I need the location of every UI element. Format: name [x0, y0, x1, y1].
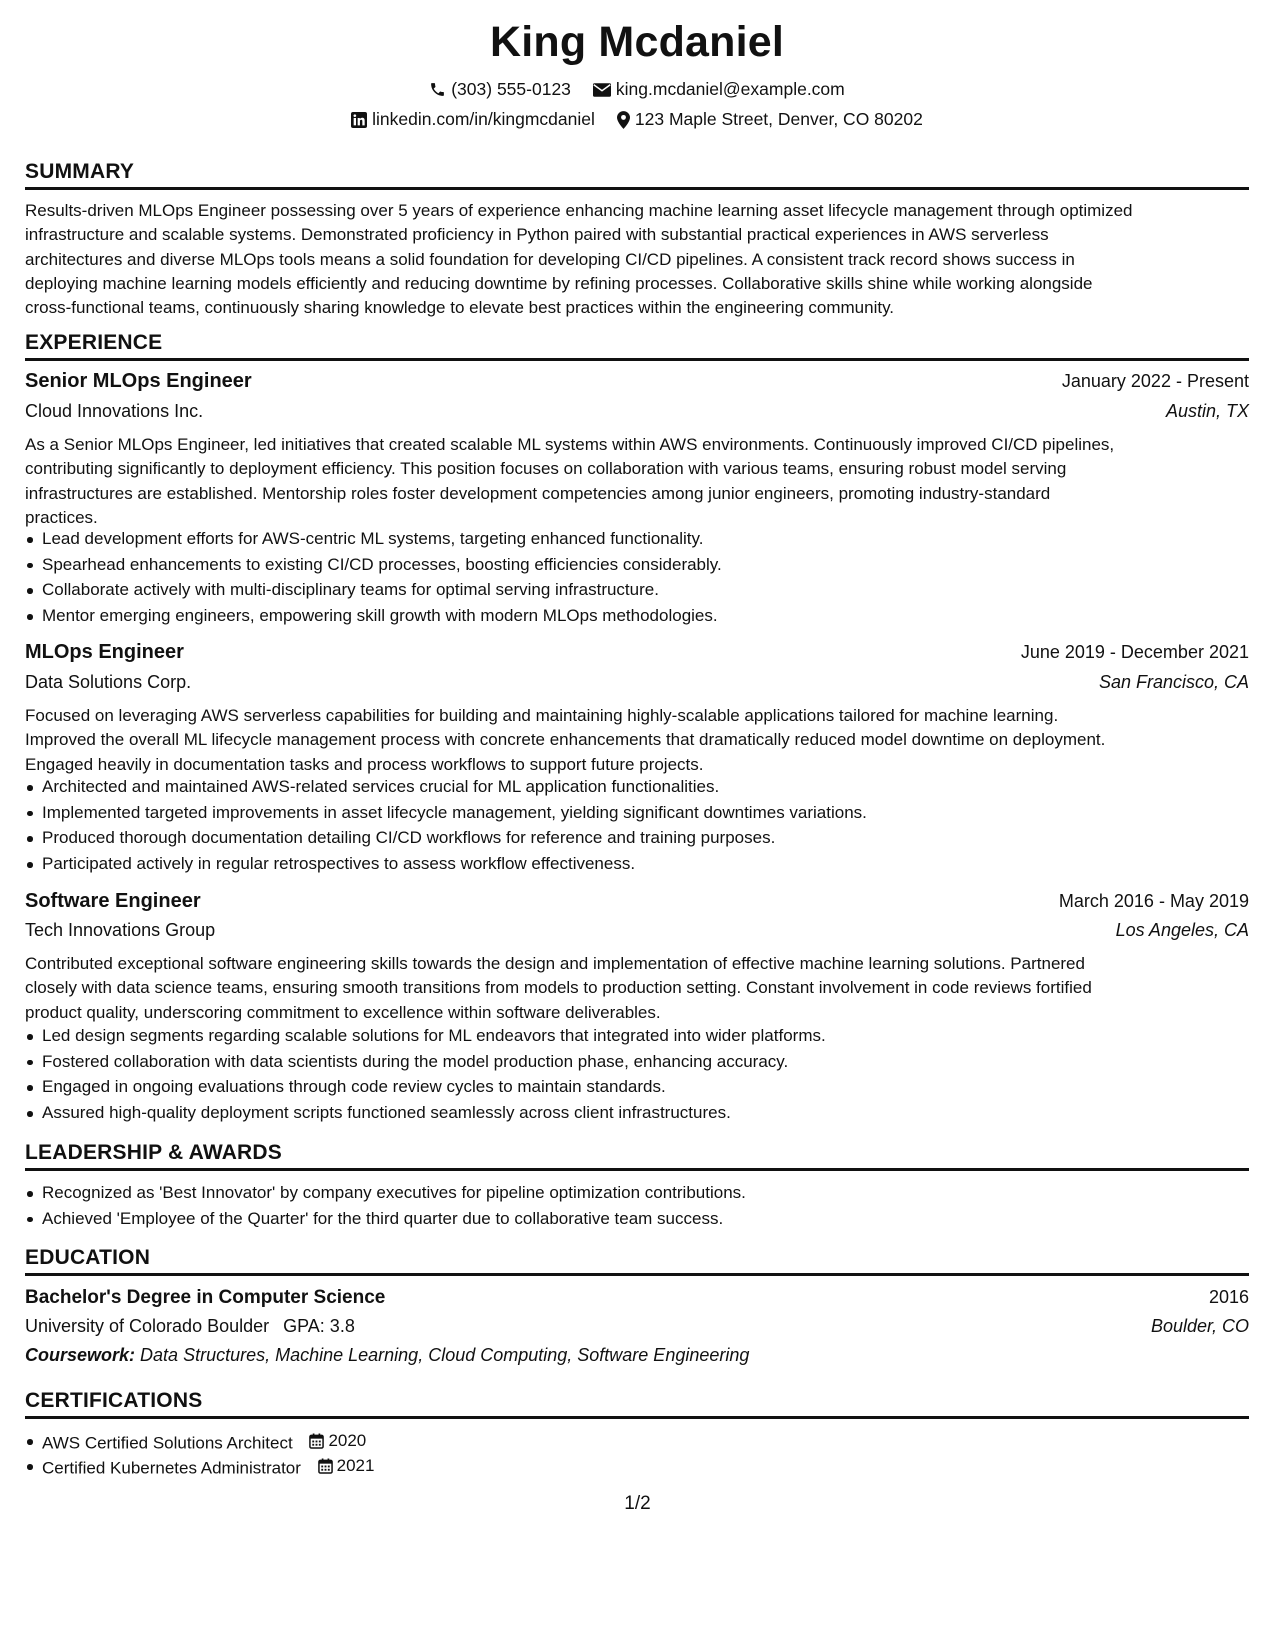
summary-text [25, 199, 1249, 320]
summary-line: deploying machine learning models efficiently and reducing downtime by refining processes. Collaborative skills shine while working alongside [25, 273, 1093, 293]
company-name: Tech Innovations Group [25, 920, 216, 940]
leadership-heading: LEADERSHIP & AWARDS [25, 1141, 1249, 1171]
job-description [25, 952, 1249, 1025]
description-line: Contributed exceptional software engineering skills towards the design and implementation of effective machine learning solutions. Partnered [25, 954, 1085, 973]
job-description [25, 704, 1249, 777]
job-description [25, 433, 1249, 530]
job-location: Austin, TX [1165, 401, 1249, 421]
list-item: Produced thorough documentation detailing CI/CD workflows for reference and training purposes. [25, 825, 1249, 851]
job-location: San Francisco, CA [1098, 672, 1249, 692]
description-line: infrastructures are established. Mentorship roles foster development competencies among junior engineers, promoting industry-standard [25, 483, 1051, 503]
list-item [25, 1453, 1249, 1478]
map-pin-icon [617, 111, 630, 129]
job-dates: March 2016 - May 2019 [1058, 891, 1249, 911]
education-heading: EDUCATION [25, 1246, 1249, 1276]
job-dates: January 2022 - Present [1061, 371, 1249, 391]
school-name: University of Colorado Boulder [25, 1316, 270, 1336]
summary-line: architectures and diverse MLOps tools means a solid foundation for developing CI/CD pipelines. A consistent track record shows success in [25, 249, 1075, 269]
coursework-text: Data Structures, Machine Learning, Cloud Computing, Software Engineering [140, 1345, 750, 1365]
summary-line: cross-functional teams, continuously sharing knowledge to elevate best practices within the engineering community. [25, 298, 895, 318]
description-line: Focused on leveraging AWS serverless capabilities for building and maintaining highly-scalable applications tailored for machine learning. [25, 706, 1059, 725]
certification-name: Certified Kubernetes Administrator [42, 1458, 301, 1478]
list-item: Assured high-quality deployment scripts functioned seamlessly across client infrastructures. [25, 1100, 1249, 1126]
list-item: Engaged in ongoing evaluations through code review cycles to maintain standards. [25, 1074, 1249, 1100]
contact-row-secondary [25, 109, 1249, 130]
job-location: Los Angeles, CA [1115, 920, 1249, 940]
certification-name: AWS Certified Solutions Architect [42, 1433, 293, 1453]
gpa-text: GPA: 3.8 [283, 1316, 355, 1336]
calendar-icon [309, 1433, 324, 1449]
phone-icon [429, 81, 446, 98]
list-item: Participated actively in regular retrospectives to assess workflow effectiveness. [25, 851, 1249, 877]
certification-date [318, 1453, 375, 1478]
description-line: Improved the overall ML lifecycle management process with concrete enhancements that dramatically reduced model downtime on deployment. [25, 730, 1106, 750]
certification-year: 2021 [336, 1456, 375, 1475]
company-name: Cloud Innovations Inc. [25, 401, 204, 421]
summary-line: infrastructure and scalable systems. Demonstrated proficiency in Python paired with substantial practical experiences in AWS serverless [25, 225, 1049, 245]
description-line: Engaged heavily in documentation tasks and process workflows to support future projects. [25, 754, 704, 774]
summary-heading: SUMMARY [25, 160, 1249, 190]
linkedin-text: linkedin.com/in/kingmcdaniel [372, 109, 595, 129]
list-item: Implemented targeted improvements in asset lifecycle management, yielding significant downtimes variations. [25, 800, 1249, 826]
list-item: Fostered collaboration with data scientists during the model production phase, enhancing accuracy. [25, 1049, 1249, 1075]
envelope-icon [593, 83, 611, 97]
description-line: contributing significantly to deployment efficiency. This position focuses on collaboration with various teams, ensuring robust model serving [25, 459, 1067, 479]
school-line [25, 1316, 355, 1337]
job-bullet-list [25, 1023, 1249, 1126]
linkedin-icon [351, 112, 367, 128]
job-title: MLOps Engineer [25, 641, 184, 663]
phone-contact[interactable] [429, 79, 571, 100]
certification-date [309, 1428, 366, 1453]
company-name: Data Solutions Corp. [25, 672, 192, 692]
certifications-heading: CERTIFICATIONS [25, 1389, 1249, 1419]
graduation-year: 2016 [1208, 1287, 1249, 1307]
list-item: Achieved 'Employee of the Quarter' for the third quarter due to collaborative team success. [25, 1206, 1249, 1232]
list-item: Spearhead enhancements to existing CI/CD processes, boosting efficiencies considerably. [25, 552, 1249, 578]
job-bullet-list [25, 526, 1249, 629]
job-title: Senior MLOps Engineer [25, 370, 252, 392]
job-bullet-list [25, 774, 1249, 877]
coursework-label: Coursework: [25, 1345, 136, 1365]
phone-text: (303) 555-0123 [451, 79, 571, 99]
degree-title: Bachelor's Degree in Computer Science [25, 1287, 386, 1308]
candidate-name: King Mcdaniel [489, 18, 785, 66]
description-line: closely with data science teams, ensuring smooth transitions from models to production setting. Constant involvement in code reviews fortified [25, 978, 1092, 998]
experience-heading: EXPERIENCE [25, 331, 1249, 361]
page-number: 1/2 [624, 1493, 651, 1514]
address-contact [617, 109, 923, 130]
leadership-bullet-list [25, 1180, 1249, 1231]
coursework-line [25, 1345, 749, 1366]
description-line: As a Senior MLOps Engineer, led initiatives that created scalable ML systems within AWS environments. Continuously improved CI/CD pipelines, [25, 435, 1115, 454]
linkedin-contact[interactable] [351, 109, 595, 130]
list-item [25, 1428, 1249, 1453]
job-dates: June 2019 - December 2021 [1020, 642, 1249, 662]
certification-year: 2020 [328, 1431, 367, 1450]
description-line: practices. [25, 507, 98, 527]
calendar-icon [318, 1458, 333, 1474]
job-title: Software Engineer [25, 890, 201, 912]
school-location: Boulder, CO [1150, 1316, 1249, 1336]
list-item: Led design segments regarding scalable solutions for ML endeavors that integrated into wider platforms. [25, 1023, 1249, 1049]
email-text: king.mcdaniel@example.com [615, 79, 845, 99]
certification-list [25, 1428, 1249, 1478]
list-item: Mentor emerging engineers, empowering skill growth with modern MLOps methodologies. [25, 603, 1249, 629]
summary-line: Results-driven MLOps Engineer possessing over 5 years of experience enhancing machine learning asset lifecycle management through optimized [25, 201, 1133, 220]
list-item: Architected and maintained AWS-related services crucial for ML application functionalities. [25, 774, 1249, 800]
list-item: Collaborate actively with multi-disciplinary teams for optimal serving infrastructure. [25, 577, 1249, 603]
description-line: product quality, underscoring commitment to excellence within software deliverables. [25, 1002, 661, 1022]
contact-row-primary [25, 79, 1249, 100]
list-item: Lead development efforts for AWS-centric ML systems, targeting enhanced functionality. [25, 526, 1249, 552]
list-item: Recognized as 'Best Innovator' by company executives for pipeline optimization contributions. [25, 1180, 1249, 1206]
address-text: 123 Maple Street, Denver, CO 80202 [634, 109, 923, 129]
email-contact[interactable] [593, 79, 845, 100]
